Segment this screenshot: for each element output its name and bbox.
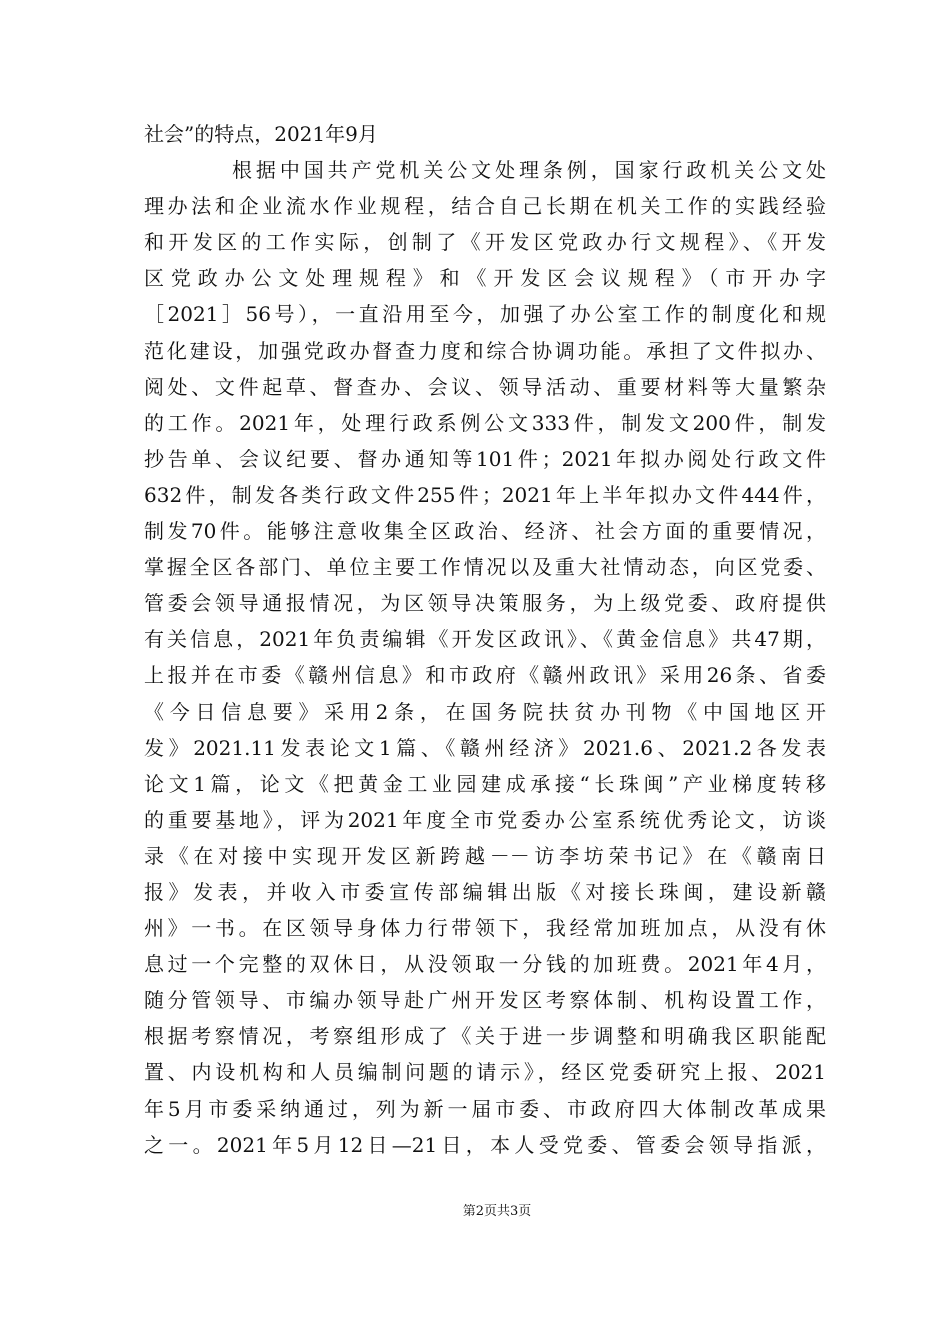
body-text xyxy=(144,116,826,1163)
text-line: 范化建设，加强党政办督查力度和综合协调功能。承担了文件拟办、 xyxy=(144,338,826,363)
text-line: 录《在对接中实现开发区新跨越－－访李坊荣书记》在《赣南日 xyxy=(144,843,826,868)
text-line: 和开发区的工作实际，创制了《开发区党政办行文规程》、《开发 xyxy=(144,230,826,255)
page-footer: 第2页共3页 xyxy=(462,1204,532,1219)
text-line: 掌握全区各部门、单位主要工作情况以及重大社情动态，向区党委、 xyxy=(144,555,826,580)
text-line: 年5月市委采纳通过，列为新一届市委、市政府四大体制改革成果 xyxy=(144,1096,826,1121)
text-line: 报》发表，并收入市委宣传部编辑出版《对接长珠闽，建设新赣 xyxy=(144,879,826,904)
text-line: 阅处、文件起草、督查办、会议、领导活动、重要材料等大量繁杂 xyxy=(144,374,826,399)
text-line: 社会”的特点，2021年9月 xyxy=(144,122,378,146)
text-line: 制发70件。能够注意收集全区政治、经济、社会方面的重要情况， xyxy=(144,519,826,544)
text-line: 的重要基地》，评为2021年度全市党委办公室系统优秀论文，访谈 xyxy=(144,807,826,832)
text-line: 根据考察情况，考察组形成了《关于进一步调整和明确我区职能配 xyxy=(144,1024,826,1049)
text-line: 抄告单、会议纪要、督办通知等101件；2021年拟办阅处行政文件 xyxy=(144,446,826,471)
text-line: 发》2021.11发表论文1篇、《赣州经济》2021.6、2021.2各发表 xyxy=(144,735,826,760)
text-line: 州》一书。在区领导身体力行带领下，我经常加班加点，从没有休 xyxy=(144,916,826,941)
text-line: 的工作。2021年，处理行政系例公文333件，制发文200件，制发 xyxy=(144,410,826,435)
text-line: 上报并在市委《赣州信息》和市政府《赣州政讯》采用26条、省委 xyxy=(144,663,826,688)
text-line: 理办法和企业流水作业规程，结合自己长期在机关工作的实践经验 xyxy=(144,194,826,219)
text-line: 置、内设机构和人员编制问题的请示》，经区党委研究上报、2021 xyxy=(144,1060,826,1085)
text-line: 论文1篇，论文《把黄金工业园建成承接“长珠闽”产业梯度转移 xyxy=(144,771,826,796)
text-line: 区党政办公文处理规程》和《开发区会议规程》（市开办字 xyxy=(144,266,826,291)
text-line: 息过一个完整的双休日，从没领取一分钱的加班费。2021年4月， xyxy=(144,952,826,977)
text-line: 之一。2021年5月12日—21日，本人受党委、管委会领导指派， xyxy=(144,1132,826,1157)
text-line: 管委会领导通报情况，为区领导决策服务，为上级党委、政府提供 xyxy=(144,591,826,616)
text-line: 有关信息，2021年负责编辑《开发区政讯》、《黄金信息》共47期， xyxy=(144,627,826,652)
text-line: 《今日信息要》采用2条，在国务院扶贫办刊物《中国地区开 xyxy=(144,699,826,724)
text-line: 632件，制发各类行政文件255件；2021年上半年拟办文件444件， xyxy=(144,482,826,507)
text-line: ［2021］56号），一直沿用至今，加强了办公室工作的制度化和规 xyxy=(144,302,826,327)
text-line: 根据中国共产党机关公文处理条例，国家行政机关公文处 xyxy=(232,158,826,183)
text-line: 随分管领导、市编办领导赴广州开发区考察体制、机构设置工作， xyxy=(144,988,826,1013)
